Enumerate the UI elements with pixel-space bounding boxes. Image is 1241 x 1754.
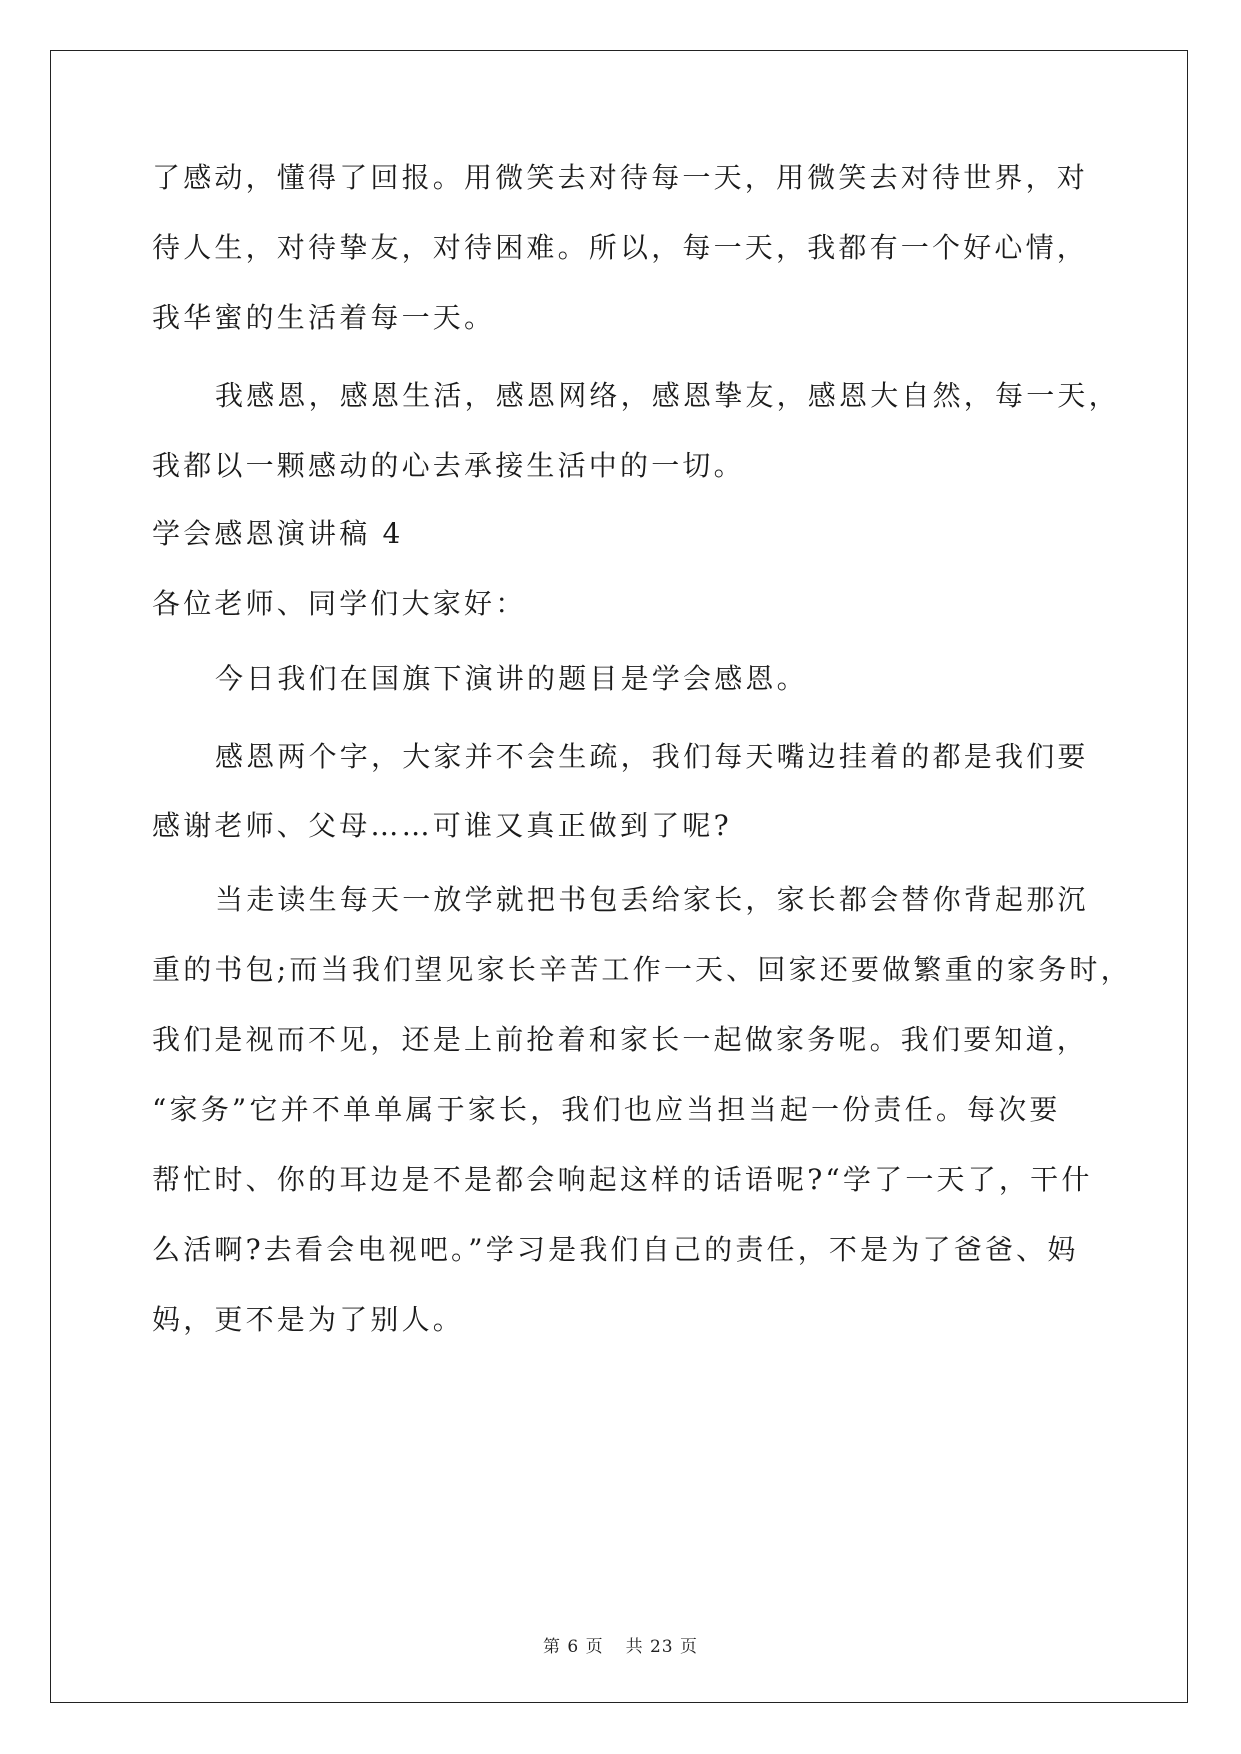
text-line: 了感动，懂得了回报。用微笑去对待每一天，用微笑去对待世界，对	[152, 161, 1089, 194]
section-title: 学会感恩演讲稿 4	[152, 517, 404, 550]
text-line: 待人生，对待挚友，对待困难。所以，每一天，我都有一个好心情，	[152, 231, 1089, 264]
paragraph-line: 今日我们在国旗下演讲的题目是学会感恩。	[215, 662, 808, 695]
paragraph-line: 当走读生每天一放学就把书包丢给家长，家长都会替你背起那沉	[215, 883, 1089, 916]
page-border	[50, 50, 1188, 1703]
text-line: 我们是视而不见，还是上前抢着和家长一起做家务呢。我们要知道，	[152, 1023, 1089, 1056]
text-line: 妈，更不是为了别人。	[152, 1303, 465, 1336]
page-number: 第 6 页	[542, 1637, 604, 1657]
page-footer	[0, 1632, 1241, 1657]
paragraph-line: 我感恩，感恩生活，感恩网络，感恩挚友，感恩大自然，每一天，	[215, 379, 1120, 412]
text-line: “家务”它并不单单属于家长，我们也应当担当起一份责任。每次要	[152, 1093, 1061, 1126]
page-total: 共 23 页	[625, 1637, 699, 1657]
text-line: 帮忙时、你的耳边是不是都会响起这样的话语呢?“学了一天了，干什	[152, 1163, 1093, 1196]
text-line: 么活啊?去看会电视吧。”学习是我们自己的责任，不是为了爸爸、妈	[152, 1233, 1079, 1266]
text-line: 我华蜜的生活着每一天。	[152, 301, 496, 334]
text-line: 重的书包;而当我们望见家长辛苦工作一天、回家还要做繁重的家务时，	[152, 953, 1132, 986]
paragraph-line: 感恩两个字，大家并不会生疏，我们每天嘴边挂着的都是我们要	[215, 740, 1089, 773]
text-line: 感谢老师、父母……可谁又真正做到了呢?	[152, 809, 732, 842]
text-line: 我都以一颗感动的心去承接生活中的一切。	[152, 449, 745, 482]
salutation: 各位老师、同学们大家好：	[152, 587, 527, 620]
